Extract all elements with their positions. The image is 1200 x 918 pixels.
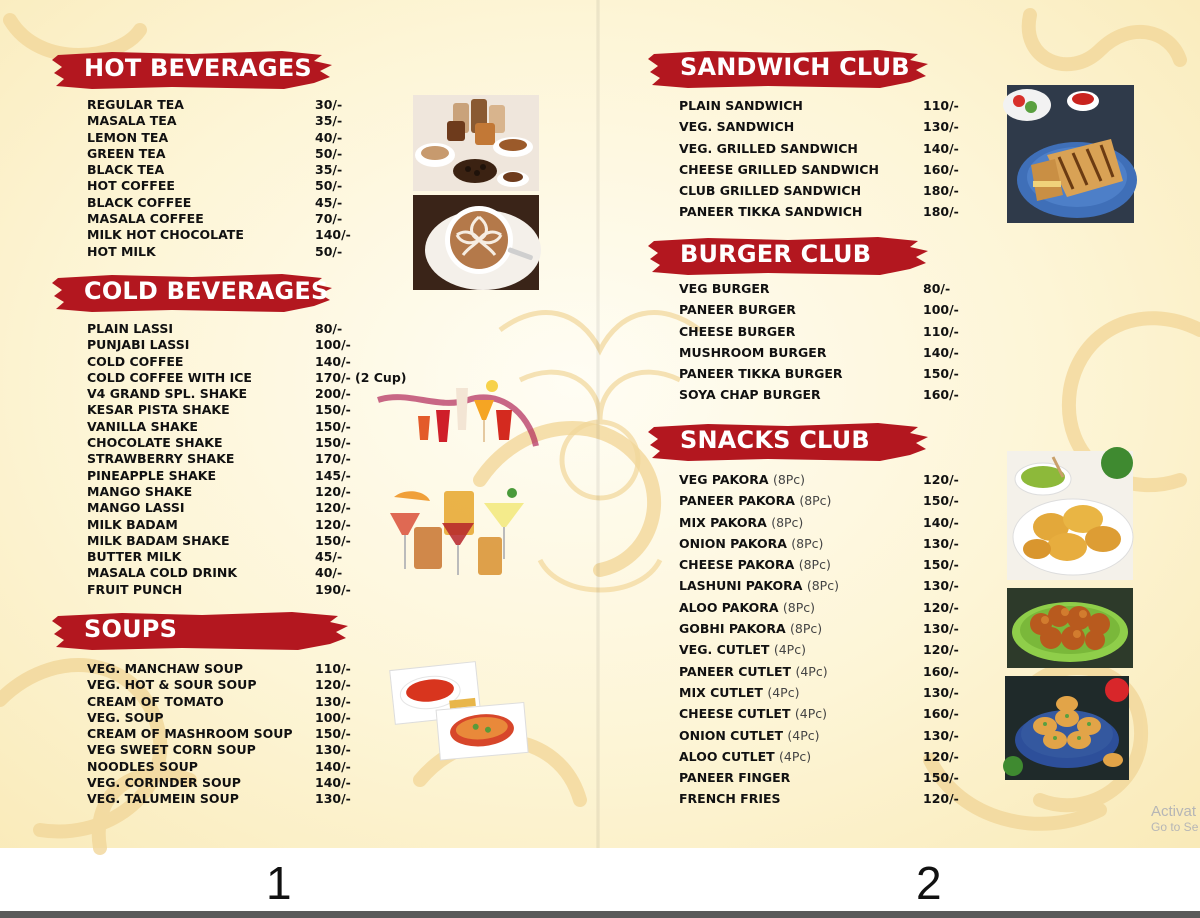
item-name: CHEESE GRILLED SANDWICH [679, 161, 879, 177]
menu-item [87, 194, 343, 211]
item-price: 120/- [923, 791, 959, 807]
item-name: LASHUNI PAKORA [679, 578, 803, 594]
item-name: SOYA CHAP BURGER [679, 387, 821, 403]
item-price: 80/- [315, 321, 343, 336]
menu-item [87, 435, 351, 451]
item-price: 130/- [923, 621, 959, 637]
item-price: 150/- [923, 770, 959, 786]
section-banner-cold-beverages [52, 272, 334, 314]
section-title: SOUPS [84, 615, 178, 643]
section-title: BURGER CLUB [680, 240, 872, 268]
menu-item [679, 300, 959, 321]
item-name: MANGO LASSI [87, 500, 185, 516]
item-name: MUSHROOM BURGER [679, 344, 827, 360]
menu-item [87, 532, 351, 549]
item-price: 35/- [315, 113, 343, 129]
item-price: 150/- [315, 726, 351, 742]
menu-item [679, 747, 959, 768]
menu-item [87, 677, 351, 693]
item-price: 145/- [315, 467, 351, 483]
item-price: 200/- [315, 386, 351, 402]
item-name: PANEER BURGER [679, 302, 796, 318]
item-price: 130/- [923, 684, 959, 700]
menu-item [679, 598, 959, 619]
item-quantity: (4Pc) [794, 706, 827, 722]
item-name: MILK BADAM SHAKE [87, 532, 230, 548]
item-price: 120/- [923, 599, 959, 615]
item-name: PANEER PAKORA [679, 493, 795, 509]
item-price: 130/- [315, 791, 351, 807]
menu-item [679, 534, 959, 555]
menu-item [87, 418, 351, 435]
item-name: BLACK COFFEE [87, 194, 192, 210]
item-name: CLUB GRILLED SANDWICH [679, 183, 862, 199]
item-name: CREAM OF TOMATO [87, 693, 224, 709]
item-name: VEG. MANCHAW SOUP [87, 661, 243, 676]
item-price: 110/- [315, 661, 351, 676]
menu-item [679, 726, 959, 747]
item-price: 170/- [315, 369, 351, 385]
coffee-cups-photo [413, 95, 539, 191]
item-price: 80/- [923, 281, 951, 296]
item-name: BUTTER MILK [87, 549, 182, 565]
item-name: HOT COFFEE [87, 178, 175, 194]
item-name: VEG. TALUMEIN SOUP [87, 791, 239, 807]
cold-beverages-list [87, 321, 407, 598]
menu-item [87, 483, 351, 500]
item-price: 50/- [315, 178, 343, 194]
item-price: 100/- [315, 337, 351, 353]
menu-item [87, 337, 351, 353]
item-name: FRUIT PUNCH [87, 581, 183, 597]
item-name: MIX CUTLET [679, 684, 763, 700]
item-name: PUNJABI LASSI [87, 337, 190, 353]
item-price: 120/- [923, 748, 959, 764]
soup-bowls-photo [390, 660, 530, 760]
item-name: FRENCH FRIES [679, 791, 781, 807]
item-price: 70/- [315, 211, 343, 227]
item-name: GOBHI PAKORA [679, 621, 786, 637]
hot-beverages-list [87, 97, 351, 260]
menu-item [87, 581, 351, 598]
item-quantity: (8Pc) [791, 535, 824, 551]
menu-item [679, 117, 959, 138]
item-quantity: (8Pc) [771, 514, 804, 530]
item-name: MASALA COFFEE [87, 211, 204, 227]
item-quantity: (4Pc) [795, 663, 828, 679]
item-price: 35/- [315, 162, 343, 178]
item-name: MASALA TEA [87, 113, 177, 129]
item-price: 120/- [315, 677, 351, 693]
sandwich-club-list [679, 96, 959, 224]
item-price: 40/- [315, 565, 343, 581]
watermark-line-1: Activat [1151, 803, 1197, 820]
menu-item [679, 322, 959, 343]
menu-item [87, 162, 343, 178]
item-price: 100/- [923, 302, 959, 318]
item-quantity: (8Pc) [789, 621, 823, 637]
item-name: PANEER CUTLET [679, 663, 792, 679]
menu-item [87, 742, 351, 758]
menu-item [679, 513, 959, 534]
cocktails-photo [386, 483, 528, 583]
item-quantity: (4Pc) [787, 727, 820, 743]
item-price: 140/- [923, 344, 959, 360]
item-name: HOT MILK [87, 243, 156, 259]
item-name: CHEESE PAKORA [679, 557, 795, 573]
watermark-line-2: Go to Se [1151, 820, 1199, 834]
menu-item [679, 279, 951, 300]
menu-item [87, 451, 351, 467]
item-name: CHOCOLATE SHAKE [87, 435, 223, 451]
item-price: 170/- [315, 451, 351, 467]
item-price: 140/- [315, 227, 351, 243]
item-price: 50/- [315, 243, 343, 259]
item-price: 120/- [315, 500, 351, 516]
activation-watermark [1151, 803, 1200, 834]
pakora-chutney-photo [1007, 451, 1133, 580]
item-price: 130/- [923, 535, 959, 551]
item-price: 140/- [315, 775, 351, 791]
item-price: 160/- [923, 663, 959, 679]
item-name: PLAIN SANDWICH [679, 98, 803, 113]
menu-item [87, 500, 351, 516]
menu-item [679, 576, 959, 597]
item-quantity: (8Pc) [798, 557, 831, 573]
menu-item [87, 791, 351, 807]
menu-item [679, 385, 959, 406]
menu-item [87, 129, 343, 146]
menu-item [87, 97, 343, 113]
item-price: 40/- [315, 129, 343, 145]
item-price: 150/- [315, 532, 351, 548]
item-price: 45/- [315, 549, 343, 565]
item-name: VEG PAKORA [679, 472, 769, 487]
burger-club-list [679, 279, 959, 407]
item-price: 130/- [923, 727, 959, 743]
item-name: CHEESE BURGER [679, 323, 796, 339]
item-note: (2 Cup) [355, 369, 407, 385]
item-name: ONION PAKORA [679, 535, 787, 551]
item-name: VEG. CUTLET [679, 642, 770, 658]
bottom-edge-bar [0, 911, 1200, 918]
item-quantity: (4Pc) [773, 642, 806, 658]
menu-item [679, 202, 959, 223]
item-name: MANGO SHAKE [87, 483, 193, 499]
menu-item [87, 321, 343, 337]
menu-item [679, 96, 959, 117]
menu-item [87, 353, 351, 370]
item-name: PLAIN LASSI [87, 321, 173, 336]
item-price: 160/- [923, 387, 959, 403]
menu-item [679, 789, 959, 810]
section-banner-soups [52, 610, 350, 652]
section-banner-snacks-club [648, 421, 930, 463]
cutlets-photo [1005, 676, 1129, 780]
mocktails-splash-photo [378, 370, 538, 452]
item-price: 150/- [315, 418, 351, 434]
item-name: COLD COFFEE [87, 353, 184, 369]
item-price: 130/- [315, 693, 351, 709]
item-name: PANEER TIKKA BURGER [679, 366, 843, 382]
menu-item [87, 726, 351, 742]
menu-page-1 [0, 0, 598, 909]
menu-item [679, 662, 959, 683]
item-name: NOODLES SOUP [87, 758, 198, 774]
page-number: 2 [916, 857, 942, 909]
item-price: 120/- [923, 642, 959, 658]
menu-item [87, 145, 343, 162]
item-price: 150/- [315, 435, 351, 451]
menu-item [679, 139, 959, 160]
item-price: 120/- [315, 483, 351, 499]
section-title: HOT BEVERAGES [84, 54, 312, 82]
item-name: ALOO PAKORA [679, 599, 779, 615]
menu-item [87, 227, 351, 243]
item-name: VEG. HOT & SOUR SOUP [87, 677, 257, 693]
item-name: MASALA COLD DRINK [87, 565, 238, 581]
menu-item [679, 619, 959, 640]
item-name: KESAR PISTA SHAKE [87, 402, 230, 418]
item-name: MIX PAKORA [679, 514, 767, 530]
item-name: ALOO CUTLET [679, 748, 775, 764]
section-title: SANDWICH CLUB [680, 53, 910, 81]
item-name: GREEN TEA [87, 145, 166, 161]
item-name: V4 GRAND SPL. SHAKE [87, 386, 248, 402]
item-quantity: (4Pc) [767, 684, 800, 700]
item-name: PINEAPPLE SHAKE [87, 467, 217, 483]
item-quantity: (4Pc) [779, 748, 812, 764]
menu-item [87, 113, 343, 129]
section-banner-sandwich-club [648, 48, 930, 90]
item-quantity: (8Pc) [799, 493, 832, 509]
item-price: 140/- [315, 758, 351, 774]
item-price: 130/- [923, 578, 959, 594]
snacks-club-list [679, 470, 959, 811]
menu-item [87, 516, 351, 533]
grilled-sandwich-photo [1007, 85, 1134, 223]
item-name: VANILLA SHAKE [87, 418, 198, 434]
menu-item [87, 709, 351, 726]
menu-item [87, 565, 343, 581]
menu-item [87, 758, 351, 775]
item-price: 30/- [315, 97, 343, 112]
section-title: SNACKS CLUB [680, 426, 870, 454]
item-quantity: (8Pc) [772, 472, 806, 487]
section-banner-hot-beverages [52, 49, 334, 91]
menu-page-2 [598, 0, 1200, 909]
item-quantity: (8Pc) [782, 599, 816, 615]
item-name: MILK BADAM [87, 516, 178, 532]
item-name: VEG SWEET CORN SOUP [87, 742, 256, 758]
item-name: CHEESE CUTLET [679, 706, 791, 722]
item-name: CREAM OF MASHROOM SOUP [87, 726, 293, 742]
menu-item [87, 693, 351, 710]
item-name: PANEER TIKKA SANDWICH [679, 204, 863, 220]
menu-item [87, 369, 407, 386]
menu-item [679, 555, 959, 576]
item-name: VEG BURGER [679, 281, 770, 296]
item-price: 110/- [923, 323, 959, 339]
item-price: 180/- [923, 204, 959, 220]
item-price: 100/- [315, 709, 351, 725]
item-price: 190/- [315, 581, 351, 597]
item-quantity: (8Pc) [806, 578, 839, 594]
item-price: 45/- [315, 194, 343, 210]
onion-pakora-photo [1007, 588, 1133, 668]
item-price: 50/- [315, 145, 343, 161]
item-price: 120/- [923, 472, 959, 487]
menu-item [679, 640, 959, 661]
menu-item [87, 386, 351, 402]
item-name: STRAWBERRY SHAKE [87, 451, 235, 467]
item-name: VEG. CORINDER SOUP [87, 775, 241, 791]
menu-item [679, 160, 959, 181]
item-price: 150/- [923, 557, 959, 573]
menu-item [679, 181, 959, 202]
item-name: VEG. SOUP [87, 709, 164, 725]
menu-item [87, 661, 351, 677]
item-name: ONION CUTLET [679, 727, 784, 743]
item-price: 130/- [923, 119, 959, 135]
menu-item [87, 775, 351, 791]
menu-item [87, 467, 351, 484]
soups-list [87, 661, 351, 808]
item-name: VEG. GRILLED SANDWICH [679, 140, 858, 156]
menu-item [679, 364, 959, 385]
item-price: 150/- [923, 493, 959, 509]
item-price: 180/- [923, 183, 959, 199]
item-name: LEMON TEA [87, 129, 169, 145]
item-price: 120/- [315, 516, 351, 532]
item-name: REGULAR TEA [87, 97, 184, 112]
section-banner-burger-club [648, 235, 930, 277]
item-price: 160/- [923, 706, 959, 722]
item-price: 150/- [315, 402, 351, 418]
menu-item [679, 768, 959, 789]
page-number: 1 [266, 857, 292, 909]
menu-item [87, 178, 343, 194]
item-price: 140/- [923, 140, 959, 156]
item-name: COLD COFFEE WITH ICE [87, 369, 252, 385]
item-name: BLACK TEA [87, 162, 165, 178]
item-name: VEG. SANDWICH [679, 119, 795, 135]
item-price: 110/- [923, 98, 959, 113]
menu-item [87, 549, 343, 565]
menu-item [87, 402, 351, 418]
menu-item [87, 243, 343, 260]
item-price: 130/- [315, 742, 351, 758]
menu-item [679, 704, 959, 725]
latte-art-photo [413, 195, 539, 290]
section-title: COLD BEVERAGES [84, 277, 329, 305]
menu-item [679, 491, 959, 512]
menu-item [679, 683, 959, 704]
item-price: 140/- [923, 514, 959, 530]
menu-item [87, 211, 343, 227]
item-price: 150/- [923, 366, 959, 382]
menu-item [679, 343, 959, 364]
menu-item [679, 470, 959, 491]
item-price: 140/- [315, 353, 351, 369]
item-price: 160/- [923, 161, 959, 177]
item-name: PANEER FINGER [679, 770, 791, 786]
item-name: MILK HOT CHOCOLATE [87, 227, 244, 243]
